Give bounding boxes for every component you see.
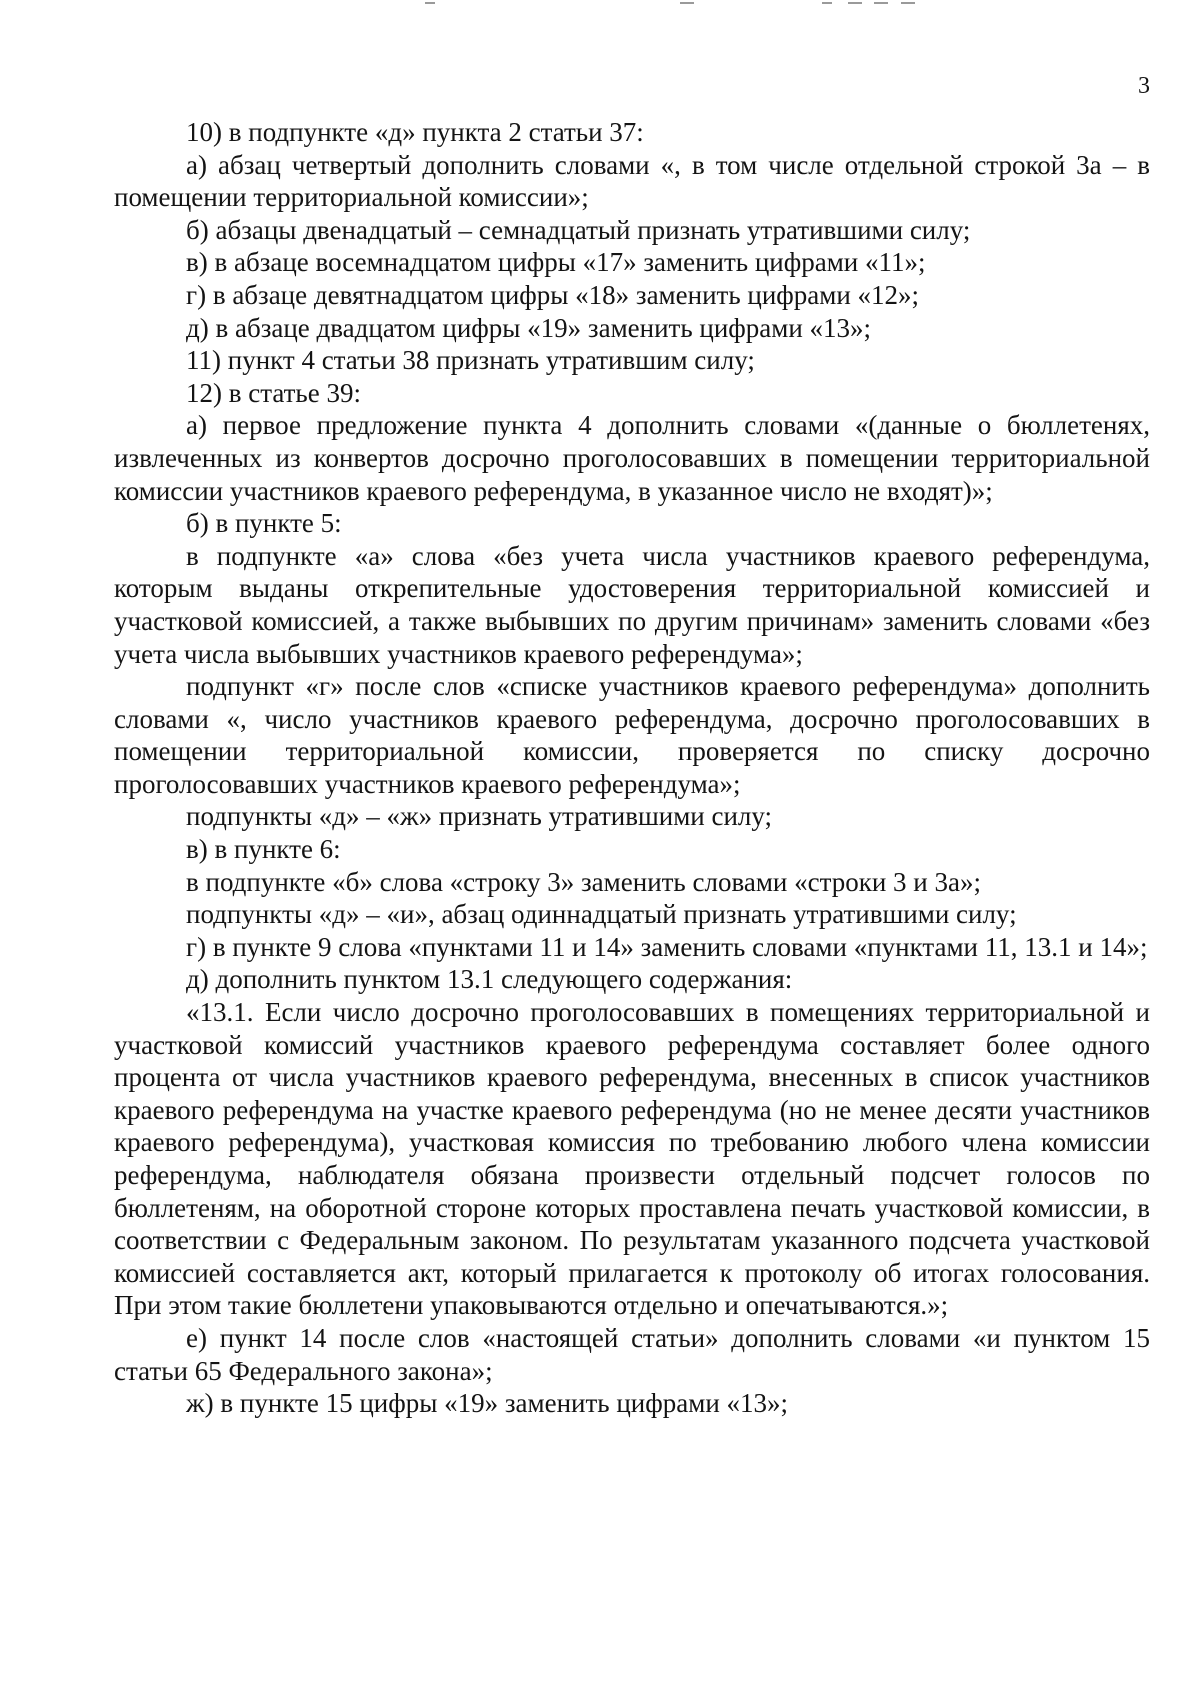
paragraph-10v: в) в абзаце восемнадцатом цифры «17» заменить цифрами «11»;	[186, 247, 926, 278]
paragraph-12v-subitems-d-i: подпункты «д» – «и», абзац одиннадцатый признать утратившими силу;	[186, 899, 1017, 930]
document-body	[114, 116, 1150, 1420]
paragraph-10d: д) в абзаце двадцатом цифры «19» заменить цифрами «13»;	[186, 312, 872, 343]
paragraph-item-12: 12) в статье 39:	[186, 377, 361, 408]
paragraph-12v-subitem-b: в подпункте «б» слова «строку 3» заменить словами «строки 3 и 3а»;	[186, 866, 981, 897]
paragraph-12e: е) пункт 14 после слов «настоящей статьи» дополнить словами «и пунктом 15 статьи 65 Федерального закона»;	[114, 1322, 1150, 1386]
paragraph-12b: б) в пункте 5:	[186, 508, 342, 539]
paragraph-12a: а) первое предложение пункта 4 дополнить словами «(данные о бюллетенях, извлеченных из конвертов досрочно проголосовавших в помещении территориальной комиссии участников краевого референдума, в указанное число не входят)»;	[114, 410, 1150, 506]
paragraph-10b: б) абзацы двенадцатый – семнадцатый признать утратившими силу;	[186, 214, 971, 245]
page-number: 3	[1138, 73, 1150, 99]
paragraph-12b-subitem-a: в подпункте «а» слова «без учета числа участников краевого референдума, которым выданы открепительные удостоверения территориальной комиссией и участковой комиссией, а также выбывших по другим причинам» заменить словами «без учета числа выбывших участников краевого референдума»;	[114, 540, 1150, 669]
paragraph-10g: г) в абзаце девятнадцатом цифры «18» заменить цифрами «12»;	[186, 279, 920, 310]
paragraph-12b-subitems-d-zh: подпункты «д» – «ж» признать утратившими силу;	[186, 801, 773, 832]
scan-edge-marks	[0, 0, 1200, 10]
paragraph-12b-subitem-g: подпункт «г» после слов «списке участников краевого референдума» дополнить словами «, число участников краевого референдума, досрочно проголосовавших в помещении территориальной комиссии, проверяется по списку досрочно проголосовавших участников краевого референдума»;	[114, 671, 1150, 799]
paragraph-12zh: ж) в пункте 15 цифры «19» заменить цифрами «13»;	[186, 1388, 789, 1419]
paragraph-quoted-13-1: «13.1. Если число досрочно проголосовавших в помещениях территориальной и участковой комиссий участников краевого референдума составляет более одного процента от числа участников краевого референдума, внесенных в список участников краевого референдума на участке краевого референдума (но не менее десяти участников краевого референдума), участковая комиссия по требованию любого члена комиссии референдума, наблюдателя обязана произвести отдельный подсчет голосов по бюллетеням, на оборотной стороне которых проставлена печать участковой комиссии, в соответствии с Федеральным законом. По результатам указанного подсчета участковой комиссией составляется акт, который прилагается к протоколу об итогах голосования. При этом такие бюллетени упаковываются отдельно и опечатываются.»;	[114, 997, 1150, 1321]
paragraph-item-10: 10) в подпункте «д» пункта 2 статьи 37:	[186, 117, 644, 147]
paragraph-12g: г) в пункте 9 слова «пунктами 11 и 14» заменить словами «пунктами 11, 13.1 и 14»;	[186, 931, 1148, 962]
paragraph-12v: в) в пункте 6:	[186, 834, 341, 865]
paragraph-10a: а) абзац четвертый дополнить словами «, в том числе отдельной строкой 3а – в помещении территориальной комиссии»;	[114, 149, 1150, 213]
paragraph-12d: д) дополнить пунктом 13.1 следующего содержания:	[186, 964, 793, 995]
paragraph-item-11: 11) пункт 4 статьи 38 признать утратившим силу;	[186, 345, 755, 376]
